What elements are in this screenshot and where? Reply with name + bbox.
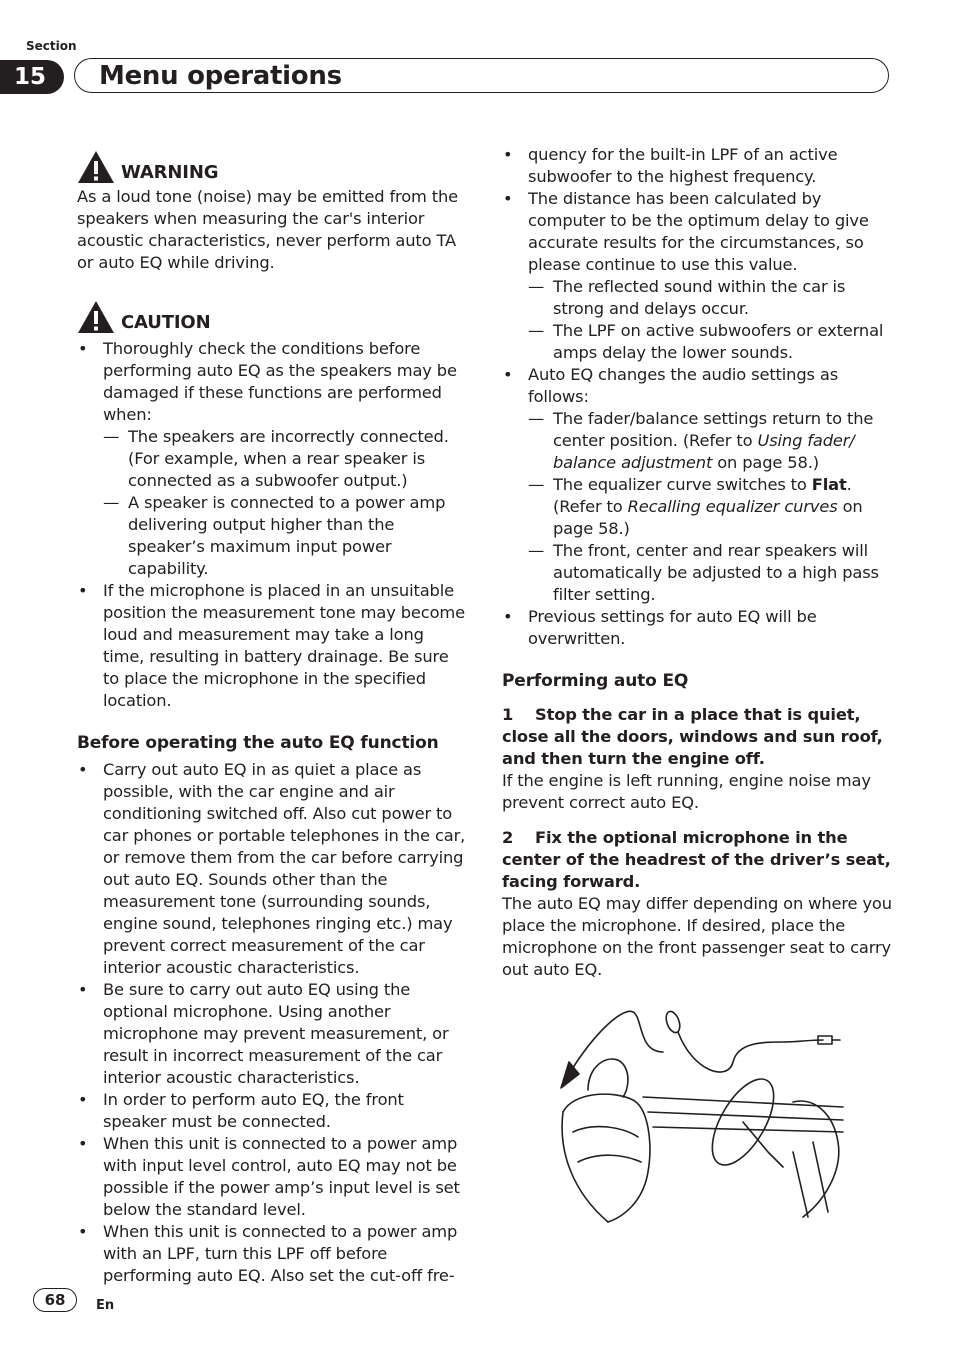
list-item: • When this unit is connected to a power amp with input level control, auto EQ may not be possible if the power amp’s input level is set below the standard level.: [77, 1133, 467, 1221]
caution-item-text: Thoroughly check the conditions before performing auto EQ as the speakers may be damaged if these functions are performed when:: [103, 339, 457, 424]
page-title: [74, 58, 889, 93]
right-column: [502, 144, 892, 981]
dashboard-lines: [643, 1097, 843, 1132]
caution-heading: [77, 296, 467, 334]
step-1-title: [502, 704, 892, 770]
step-number: 2: [502, 828, 514, 847]
list-item: • Carry out auto EQ in as quiet a place as possible, with the car engine and air conditioning switched off. Also cut power to car phones or portable telephones in the car, or remove them from the car before carrying out auto EQ. Sounds other than the measurement tone (surrounding sounds, engine sound, telephones ringing etc.) may prevent correct measurement of the car interior acoustic characteristics.: [77, 759, 467, 979]
list-item: • If the microphone is placed in an unsuitable position the measurement tone may become loud and measurement may take a long time, resulting in battery drainage. Be sure to place the microphone in the specified location.: [77, 580, 467, 712]
setting-name: Flat: [811, 475, 847, 494]
caution-list: [77, 338, 467, 712]
continued-text: quency for the built-in LPF of an active subwoofer to the highest frequency.: [528, 145, 838, 186]
cross-reference: Using fader/ balance adjustment: [553, 431, 855, 472]
microphone-cable: [678, 1032, 823, 1072]
warning-text: As a loud tone (noise) may be emitted from the speakers when measuring the car's interior acoustic characteristics, never perform auto TA or auto EQ while driving.: [77, 187, 459, 272]
left-column: [77, 146, 467, 1287]
seat-back: [563, 1094, 650, 1222]
sub-text: on page 58.): [553, 497, 863, 538]
warning-triangle-icon: [77, 150, 115, 184]
step-number: 1: [502, 705, 514, 724]
list-item: [502, 364, 892, 606]
sub-text: The fader/balance settings return to the center position. (Refer to: [553, 409, 874, 450]
sub-text: The equalizer curve switches to: [553, 475, 812, 494]
arrow-head-icon: [561, 1062, 579, 1088]
changes-item-text: Auto EQ changes the audio settings as follows:: [528, 365, 839, 406]
sub-text: . (Refer to: [553, 475, 852, 516]
warning-heading: [77, 146, 467, 184]
list-item: • In order to perform auto EQ, the front speaker must be connected.: [77, 1089, 467, 1133]
sub-list-item: — The LPF on active subwoofers or external amps delay the lower sounds.: [528, 320, 892, 364]
list-item-continued: [502, 144, 892, 188]
section-heading: Before operating the auto EQ function: [77, 733, 439, 753]
step-text: Stop the car in a place that is quiet, close all the doors, windows and sun roof, and then turn the engine off.: [502, 705, 883, 768]
section-number: 15: [0, 60, 64, 94]
sub-list-item: [528, 474, 892, 540]
cross-reference: Recalling equalizer curves: [627, 497, 838, 516]
step-2-body: The auto EQ may differ depending on where you place the microphone. If desired, place the microphone on the front passenger seat to carry out auto EQ.: [502, 894, 892, 979]
step-text: Fix the optional microphone in the center of the headrest of the driver’s seat, facing forward.: [502, 828, 891, 891]
sub-list-item: [528, 408, 892, 474]
headrest: [588, 1059, 628, 1097]
list-item: • Be sure to carry out auto EQ using the optional microphone. Using another microphone may prevent measurement, or result in incorrect measurement of the car interior acoustic characteristics.: [77, 979, 467, 1089]
sub-list-item: — The reflected sound within the car is strong and delays occur.: [528, 276, 892, 320]
car-interior-illustration: [553, 1002, 853, 1227]
list-item: [77, 338, 467, 580]
step-2-title: [502, 827, 892, 893]
warning-triangle-icon: [77, 300, 115, 334]
page-number: 68: [33, 1288, 77, 1312]
sub-list-item: — The front, center and rear speakers will automatically be adjusted to a high pass filter setting.: [528, 540, 892, 606]
list-item: [502, 188, 892, 364]
language-label: En: [96, 1298, 115, 1313]
before-list: [77, 759, 467, 1287]
warning-label: WARNING: [121, 162, 219, 183]
sub-text: on page 58.): [712, 453, 819, 472]
list-item: • When this unit is connected to a power amp with an LPF, turn this LPF off before performing auto EQ. Also set the cut-off fre-: [77, 1221, 467, 1287]
delay-item-text: The distance has been calculated by computer to be the optimum delay to give accurate results for the circumstances, so please continue to use this value.: [528, 189, 869, 274]
section-label: Section: [26, 39, 77, 53]
sub-list-item: — A speaker is connected to a power amp delivering output higher than the speaker’s maximum input power capability.: [103, 492, 467, 580]
step-1-body: If the engine is left running, engine noise may prevent correct auto EQ.: [502, 771, 871, 812]
section-heading: Performing auto EQ: [502, 671, 689, 691]
sub-list-item: — The speakers are incorrectly connected. (For example, when a rear speaker is connected as a subwoofer output.): [103, 426, 467, 492]
page-title-text: Menu operations: [99, 60, 342, 91]
microphone-icon: [664, 1010, 683, 1035]
caution-label: CAUTION: [121, 312, 211, 333]
list-item: • Previous settings for auto EQ will be overwritten.: [502, 606, 892, 650]
